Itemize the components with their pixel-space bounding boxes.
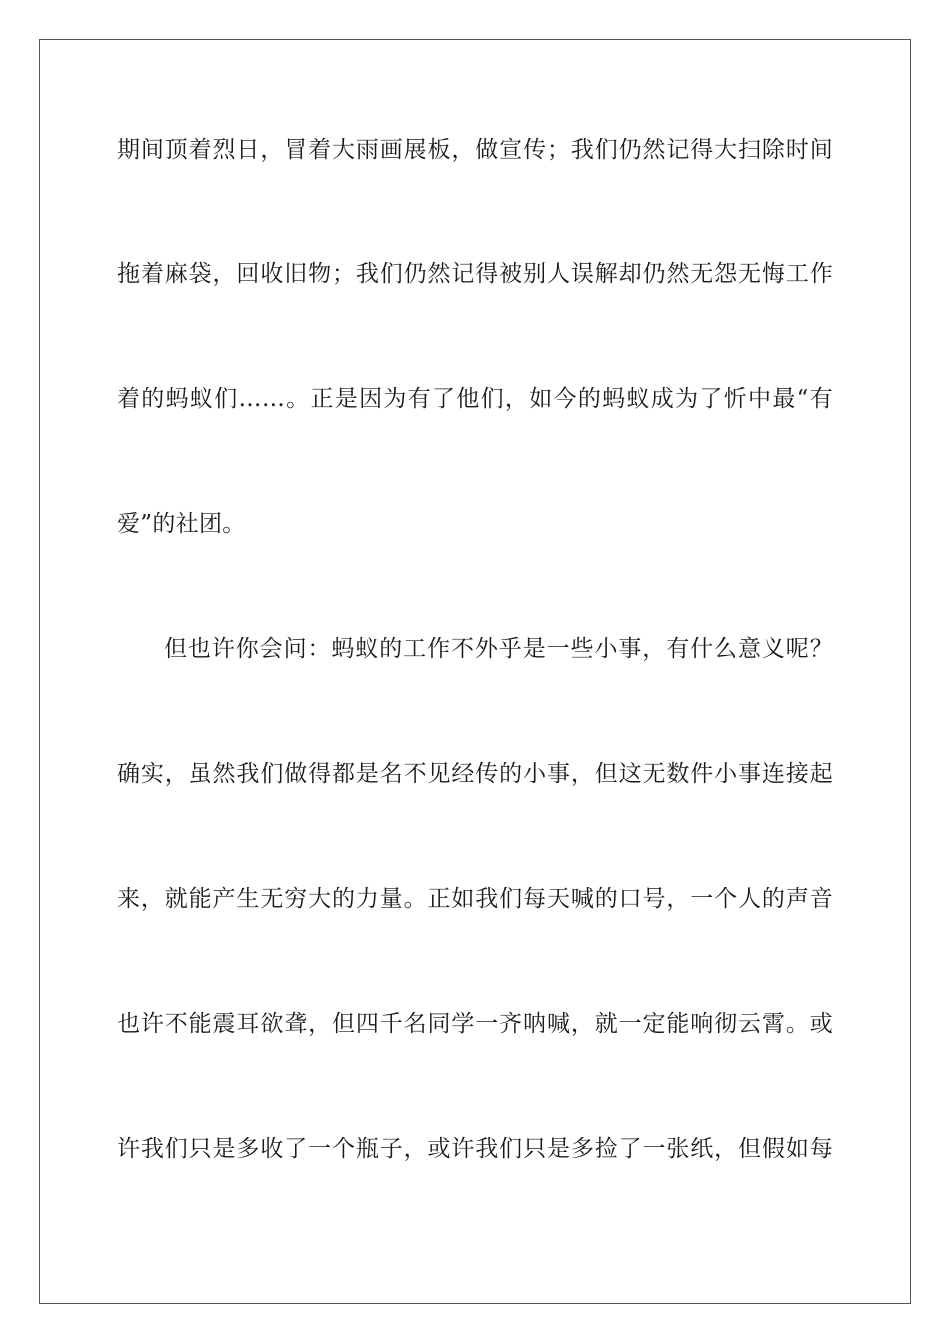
text-line-3: 着的蚂蚁们……。正是因为有了他们，如今的蚂蚁成为了忻中最“有: [117, 386, 833, 412]
text-line-4: 爱”的社团。: [117, 511, 246, 537]
text-line-7: 来，就能产生无穷大的力量。正如我们每天喊的口号，一个人的声音: [117, 886, 833, 912]
text-line-2: 拖着麻袋，回收旧物；我们仍然记得被别人误解却仍然无怨无悔工作: [117, 261, 833, 287]
text-line-8: 也许不能震耳欲聋，但四千名同学一齐呐喊，就一定能响彻云霄。或: [117, 1011, 833, 1037]
text-line-1: 期间顶着烈日，冒着大雨画展板，做宣传；我们仍然记得大扫除时间: [117, 137, 833, 163]
text-line-9: 许我们只是多收了一个瓶子，或许我们只是多捡了一张纸，但假如每: [117, 1136, 833, 1162]
text-line-6: 确实，虽然我们做得都是名不见经传的小事，但这无数件小事连接起: [117, 761, 833, 787]
text-line-5-paragraph-start: 但也许你会问：蚂蚁的工作不外乎是一些小事，有什么意义呢？: [164, 636, 833, 662]
page-border: [39, 39, 911, 1304]
